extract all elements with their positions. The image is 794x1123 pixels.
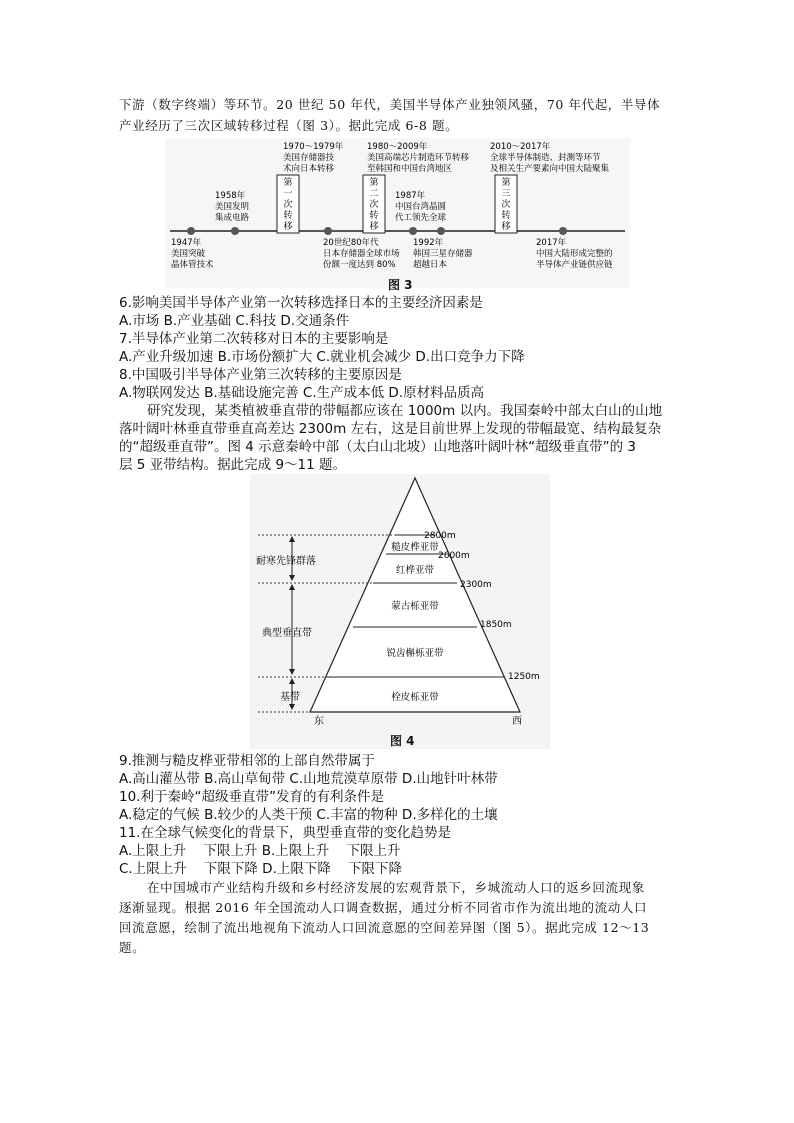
- figure-4-caption: 图 4: [390, 734, 415, 748]
- question-11-options-1: A.上限上升 下限上升 B.上限上升 下限上升: [119, 843, 401, 859]
- para3-line-3: 回流意愿，绘制了流出地视角下流动人口回流意愿的空间差异图（图 5）。据此完成 12～13: [119, 920, 650, 935]
- svg-text:韩国三星存储器: 韩国三星存储器: [413, 249, 473, 259]
- figure-3-caption: 图 3: [388, 278, 413, 292]
- question-7-stem: 7.半导体产业第二次转移对日本的主要影响是: [119, 331, 389, 347]
- elevation-label-1: 2800m: [424, 531, 456, 541]
- svg-text:二: 二: [369, 189, 379, 199]
- svg-text:次: 次: [369, 200, 379, 210]
- question-8-stem: 8.中国吸引半导体产业第三次转移的主要原因是: [119, 367, 402, 383]
- question-10-stem: 10.利于秦岭“超级垂直带”发育的有利条件是: [119, 789, 384, 805]
- event-dot-1947: [187, 227, 195, 235]
- zone-label-3: 蒙古栎亚带: [391, 601, 439, 612]
- svg-text:代工领先全球: 代工领先全球: [395, 213, 447, 223]
- svg-text:第: 第: [283, 178, 293, 188]
- west-label: 西: [512, 716, 522, 727]
- svg-text:份额一度达到 80%: 份额一度达到 80%: [323, 260, 396, 270]
- zone-label-4: 锐齿槲栎亚带: [386, 648, 444, 659]
- svg-text:移: 移: [283, 222, 293, 232]
- para2-line-1: 研究发现，某类植被垂直带的带幅都应该在 1000m 以内。我国秦岭中部太白山的山地: [147, 403, 663, 419]
- svg-text:美国发明: 美国发明: [215, 202, 250, 212]
- svg-text:术向日本转移: 术向日本转移: [283, 164, 335, 174]
- svg-text:集成电路: 集成电路: [215, 213, 250, 223]
- east-label: 东: [314, 716, 324, 727]
- question-8-options: A.物联网发达 B.基础设施完善 C.生产成本低 D.原材料品质高: [119, 385, 485, 401]
- question-9-stem: 9.推测与糙皮桦亚带相邻的上部自然带属于: [119, 753, 375, 769]
- svg-text:中国大陆形成完整的: 中国大陆形成完整的: [536, 249, 613, 259]
- svg-text:1987年: 1987年: [395, 191, 426, 201]
- intro-line-1: 下游（数字终端）等环节。20 世纪 50 年代，美国半导体产业独领风骚，70 年代起，半导体: [119, 97, 661, 112]
- layer-label-cold-pioneer: 耐寒先锋群落: [256, 556, 316, 567]
- svg-text:1970～1979年: 1970～1979年: [283, 142, 344, 152]
- svg-text:次: 次: [283, 200, 293, 210]
- svg-text:2010～2017年: 2010～2017年: [490, 142, 551, 152]
- para3-line-1: 在中国城市产业结构升级和乡村经济发展的宏观背景下，乡城流动人口的返乡回流现象: [147, 880, 645, 895]
- event-dot-1987: [409, 227, 417, 235]
- figure-3-timeline: [165, 138, 630, 288]
- svg-text:半导体产业链供应链: 半导体产业链供应链: [536, 260, 613, 270]
- figure-4-vertical-zones: [250, 474, 550, 749]
- svg-text:次: 次: [501, 200, 511, 210]
- svg-text:转: 转: [501, 211, 511, 221]
- svg-text:美国高端芯片制造环节转移: 美国高端芯片制造环节转移: [367, 153, 470, 163]
- svg-text:转: 转: [283, 211, 293, 221]
- elevation-label-3: 2300m: [460, 580, 492, 590]
- para2-line-4: 层 5 亚带结构。据此完成 9～11 题。: [119, 457, 347, 473]
- svg-text:1958年: 1958年: [215, 191, 246, 201]
- svg-text:2017年: 2017年: [536, 238, 567, 248]
- svg-text:1980～2009年: 1980～2009年: [367, 142, 428, 152]
- svg-text:日本存储器全球市场: 日本存储器全球市场: [323, 249, 400, 259]
- para3-line-2: 逐渐显现。根据 2016 年全国流动人口调查数据，通过分析不同省市作为流出地的流动人口: [119, 900, 648, 915]
- svg-text:移: 移: [369, 222, 379, 232]
- para2-line-2: 落叶阔叶林垂直带垂直高差达 2300m 左右，这是目前世界上发现的带幅最宽、结构最复杂: [119, 421, 662, 437]
- transfer-box-3: [495, 175, 517, 233]
- svg-text:晶体管技术: 晶体管技术: [171, 260, 214, 270]
- layer-label-typical: 典型垂直带: [262, 628, 312, 639]
- question-9-options: A.高山灌丛带 B.高山草甸带 C.山地荒漠草原带 D.山地针叶林带: [119, 771, 498, 787]
- svg-text:转: 转: [369, 211, 379, 221]
- svg-text:美国突破: 美国突破: [171, 249, 206, 259]
- svg-text:及相关生产要素向中国大陆聚集: 及相关生产要素向中国大陆聚集: [490, 164, 610, 174]
- zone-label-5: 栓皮栎亚带: [391, 692, 439, 703]
- svg-text:20世纪80年代: 20世纪80年代: [323, 238, 379, 248]
- question-7-options: A.产业升级加速 B.市场份额扩大 C.就业机会减少 D.出口竞争力下降: [119, 349, 525, 365]
- question-11-stem: 11.在全球气候变化的背景下，典型垂直带的变化趋势是: [119, 825, 451, 841]
- transfer-box-1: [277, 175, 299, 233]
- elevation-label-2: 2600m: [438, 551, 470, 561]
- elevation-label-5: 1250m: [508, 672, 540, 682]
- svg-text:1992年: 1992年: [413, 238, 444, 248]
- svg-text:第: 第: [501, 178, 511, 188]
- layer-label-base: 基带: [280, 692, 300, 703]
- para2-line-3: 的“超级垂直带”。图 4 示意秦岭中部（太白山北坡）山地落叶阔叶林“超级垂直带”的 3: [119, 439, 637, 455]
- svg-text:1947年: 1947年: [171, 238, 202, 248]
- event-dot-2017: [559, 227, 567, 235]
- question-10-options: A.稳定的气候 B.较少的人类干预 C.丰富的物种 D.多样化的土壤: [119, 807, 498, 823]
- svg-text:超越日本: 超越日本: [413, 260, 448, 270]
- elevation-label-4: 1850m: [480, 620, 512, 630]
- transfer-box-2: [363, 175, 385, 233]
- question-6-stem: 6.影响美国半导体产业第一次转移选择日本的主要经济因素是: [119, 295, 483, 311]
- event-1958: [215, 190, 250, 223]
- svg-text:三: 三: [501, 189, 511, 199]
- svg-text:全球半导体制造、封测等环节: 全球半导体制造、封测等环节: [490, 153, 601, 163]
- para3-line-4: 题。: [119, 940, 146, 955]
- intro-line-2: 产业经历了三次区域转移过程（图 3）。据此完成 6-8 题。: [119, 118, 459, 133]
- svg-text:美国存储器技: 美国存储器技: [283, 153, 335, 163]
- question-11-options-2: C.上限上升 下限下降 D.上限下降 下限下降: [119, 861, 403, 877]
- zone-label-1: 糙皮桦亚带: [391, 542, 439, 553]
- svg-text:移: 移: [501, 222, 511, 232]
- svg-text:至韩国和中国台湾地区: 至韩国和中国台湾地区: [367, 164, 453, 174]
- zone-label-2: 红桦亚带: [395, 565, 435, 576]
- question-6-options: A.市场 B.产业基础 C.科技 D.交通条件: [119, 313, 350, 329]
- event-dot-1958: [231, 227, 239, 235]
- svg-text:一: 一: [283, 189, 293, 199]
- svg-text:第: 第: [369, 178, 379, 188]
- event-dot-1980s: [324, 227, 332, 235]
- svg-text:中国台湾晶圆: 中国台湾晶圆: [395, 202, 447, 212]
- event-dot-1992: [437, 227, 445, 235]
